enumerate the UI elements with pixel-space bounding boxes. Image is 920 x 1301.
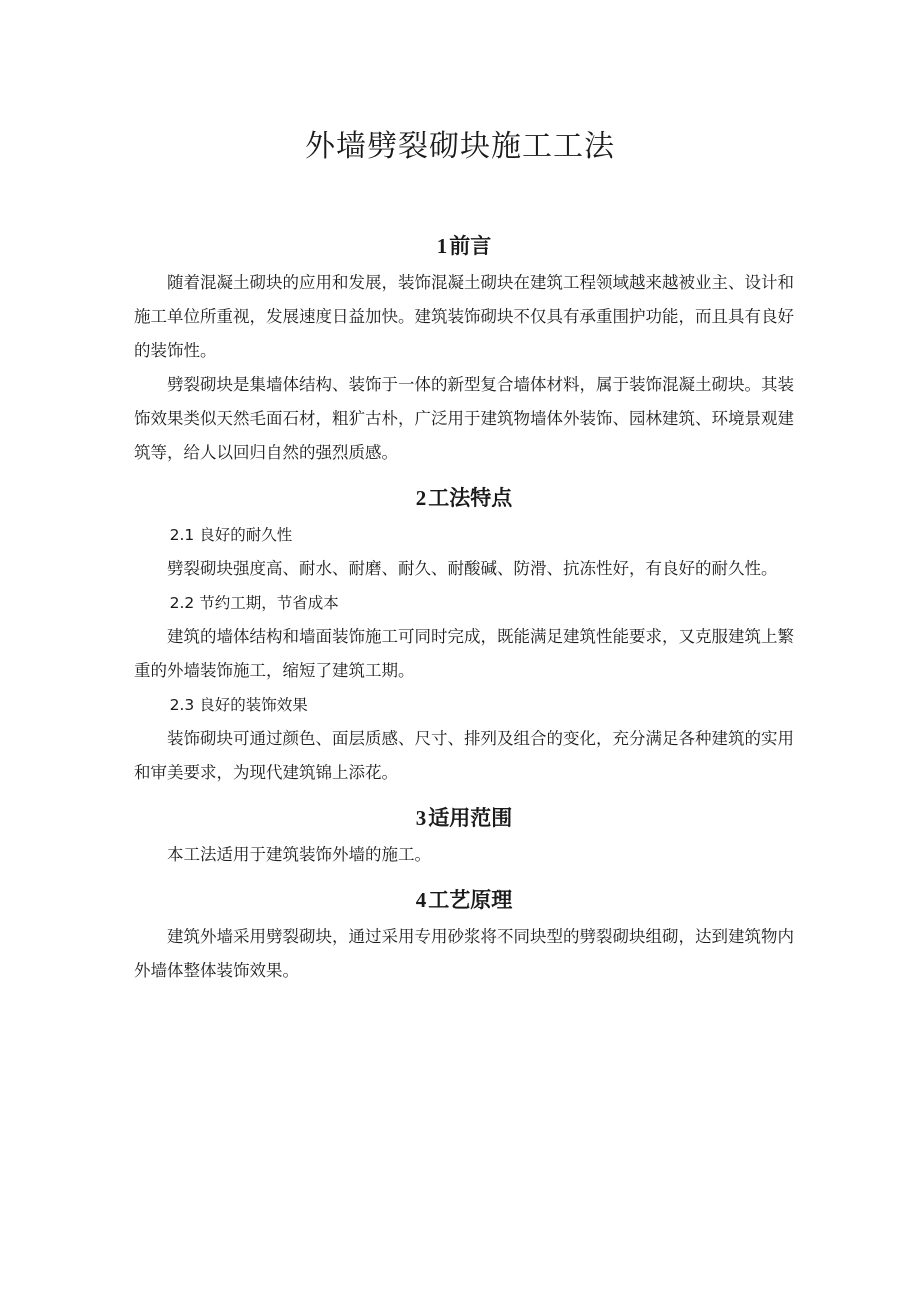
paragraph: 装饰砌块可通过颜色、面层质感、尺寸、排列及组合的变化，充分满足各种建筑的实用和审美要求，为现代建筑锦上添花。	[134, 729, 794, 782]
section-title: 工艺原理	[428, 888, 513, 912]
paragraph: 本工法适用于建筑装饰外墙的施工。	[167, 845, 431, 864]
paragraph: 劈裂砌块强度高、耐水、耐磨、耐久、耐酸碱、防滑、抗冻性好，有良好的耐久性。	[167, 559, 778, 578]
paragraph: 建筑外墙采用劈裂砌块，通过采用专用砂浆将不同块型的劈裂砌块组砌，达到建筑物内外墙体整体装饰效果。	[134, 927, 794, 980]
paragraph: 劈裂砌块是集墙体结构、装饰于一体的新型复合墙体材料，属于装饰混凝土砌块。其装饰效果类似天然毛面石材，粗犷古朴，广泛用于建筑物墙体外装饰、园林建筑、环境景观建筑等，给人以回归自然的强烈质感。	[134, 375, 794, 462]
section-title: 适用范围	[428, 806, 513, 830]
subsection-heading-2-1: 2.1 良好的耐久性	[169, 526, 293, 544]
section-number: 1	[436, 234, 448, 258]
paragraph: 随着混凝土砌块的应用和发展，装饰混凝土砌块在建筑工程领域越来越被业主、设计和施工单位所重视，发展速度日益加快。建筑装饰砌块不仅具有承重围护功能，而且具有良好的装饰性。	[134, 273, 794, 360]
document-body	[134, 226, 794, 988]
section-number: 3	[415, 806, 427, 830]
section-title: 前言	[449, 234, 492, 258]
subsection-heading-2-3: 2.3 良好的装饰效果	[169, 696, 308, 714]
subsection-heading-2-2: 2.2 节约工期，节省成本	[169, 594, 339, 612]
section-heading-4	[134, 880, 794, 920]
section-title: 工法特点	[428, 486, 513, 510]
section-heading-2	[134, 478, 794, 518]
section-heading-1	[134, 226, 794, 266]
section-heading-3	[134, 798, 794, 838]
section-number: 2	[415, 486, 427, 510]
document-title: 外墙劈裂砌块施工工法	[305, 129, 615, 164]
section-number: 4	[415, 888, 427, 912]
paragraph: 建筑的墙体结构和墙面装饰施工可同时完成，既能满足建筑性能要求，又克服建筑上繁重的外墙装饰施工，缩短了建筑工期。	[134, 627, 794, 680]
